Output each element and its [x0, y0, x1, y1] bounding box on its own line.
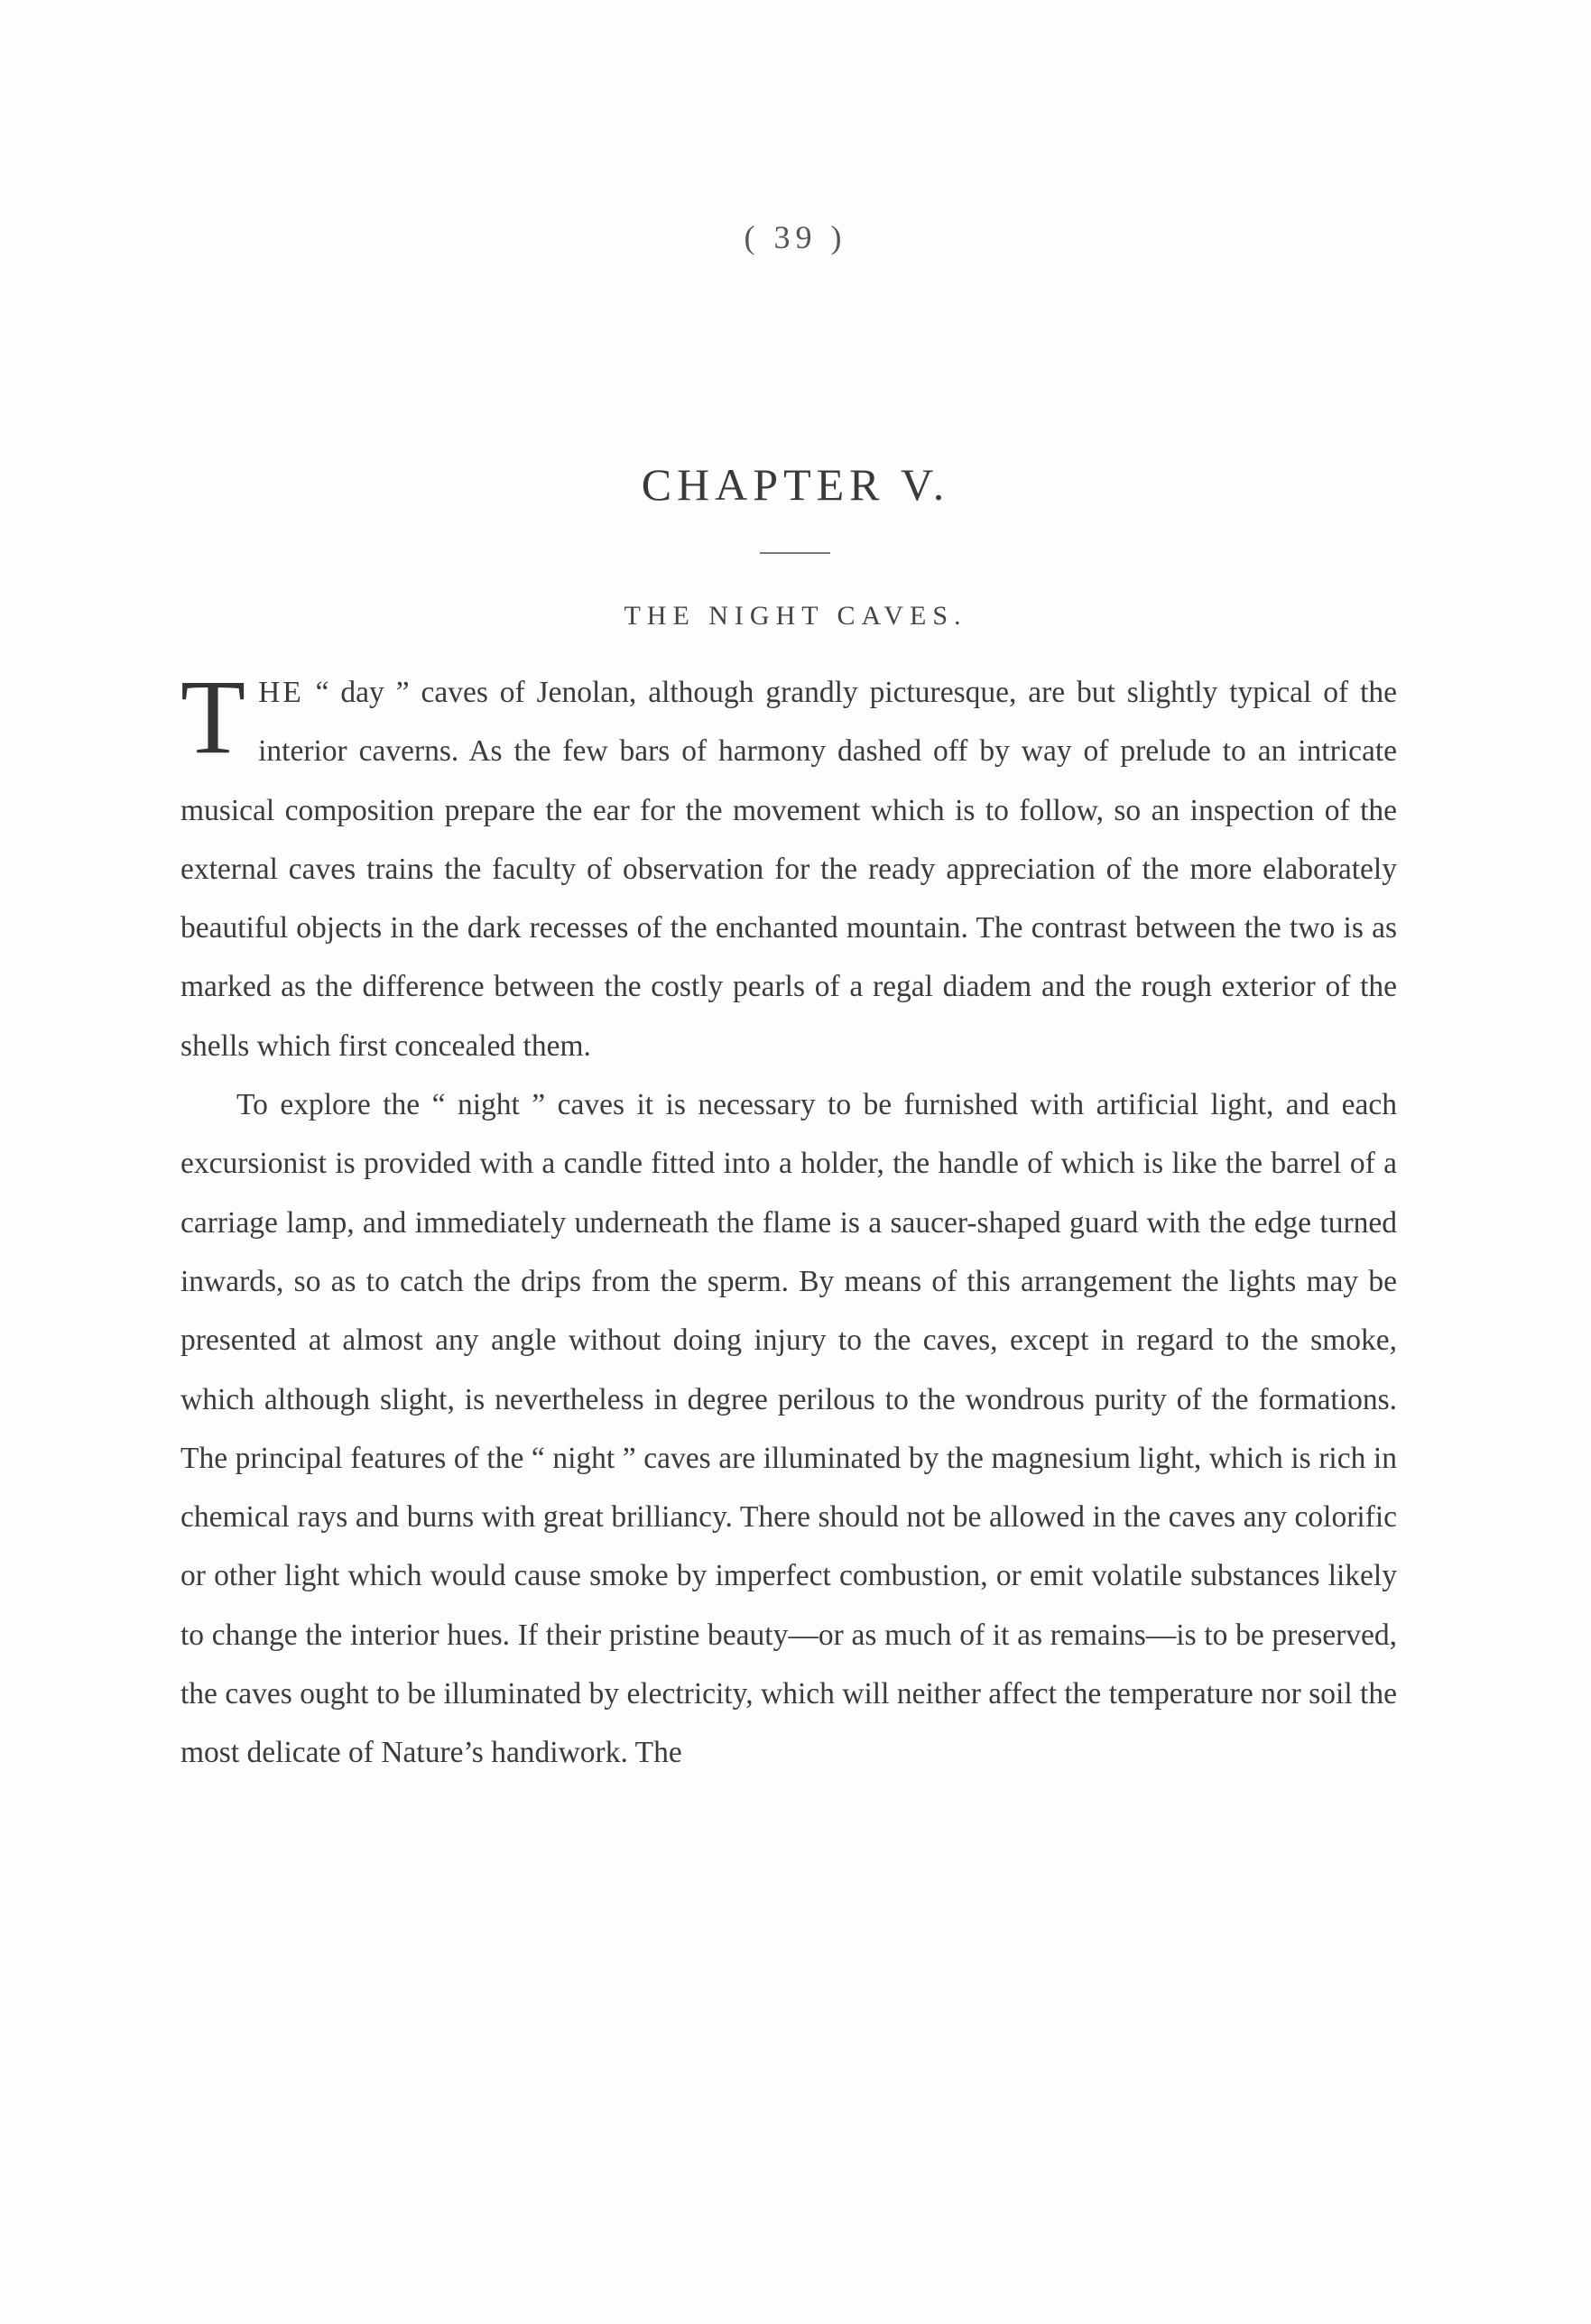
paragraph-1	[180, 658, 1397, 1075]
chapter-title: CHAPTER V.	[641, 459, 950, 510]
drop-cap: T	[180, 658, 246, 776]
body-text	[180, 658, 1397, 1783]
section-title: THE NIGHT CAVES.	[624, 601, 967, 631]
page-number: ( 39 )	[744, 219, 847, 255]
paragraph-1-text: “ day ” caves of Jenolan, although grandly picturesque, are but slightly typical of the interior caverns. As the few bars of harmony dashed off by way of prelude to an intricate musical composition prepare the ear for the movement which is to follow, so an inspection of the external caves trains the faculty of observation for the ready appreciation of the more elaborately beautiful objects in the dark recesses of the enchanted mountain. The contrast between the two is as marked as the difference between the costly pearls of a regal diadem and the rough exterior of the shells which first concealed them.	[180, 676, 1397, 1063]
first-word-rest: HE	[258, 676, 304, 709]
title-divider-rule	[760, 552, 830, 554]
paragraph-2: To explore the “ night ” caves it is necessary to be furnished with artificial light, and each excursionist is provided with a candle fitted into a holder, the handle of which is like the barrel of a carriage lamp, and immediately underneath the flame is a saucer-shaped guard with the edge turned inwards, so as to catch the drips from the sperm. By means of this arrangement the lights may be presented at almost any angle without doing injury to the caves, except in regard to the smoke, which although slight, is nevertheless in degree perilous to the wondrous purity of the formations. The principal features of the “ night ” caves are illuminated by the magnesium light, which is rich in chemical rays and burns with great brilliancy. There should not be allowed in the caves any colorific or other light which would cause smoke by imperfect combustion, or emit volatile substances likely to change the interior hues. If their pristine beauty—or as much of it as remains—is to be preserved, the caves ought to be illuminated by electricity, which will neither affect the temperature nor soil the most delicate of Nature’s handiwork. The	[180, 1088, 1397, 1770]
